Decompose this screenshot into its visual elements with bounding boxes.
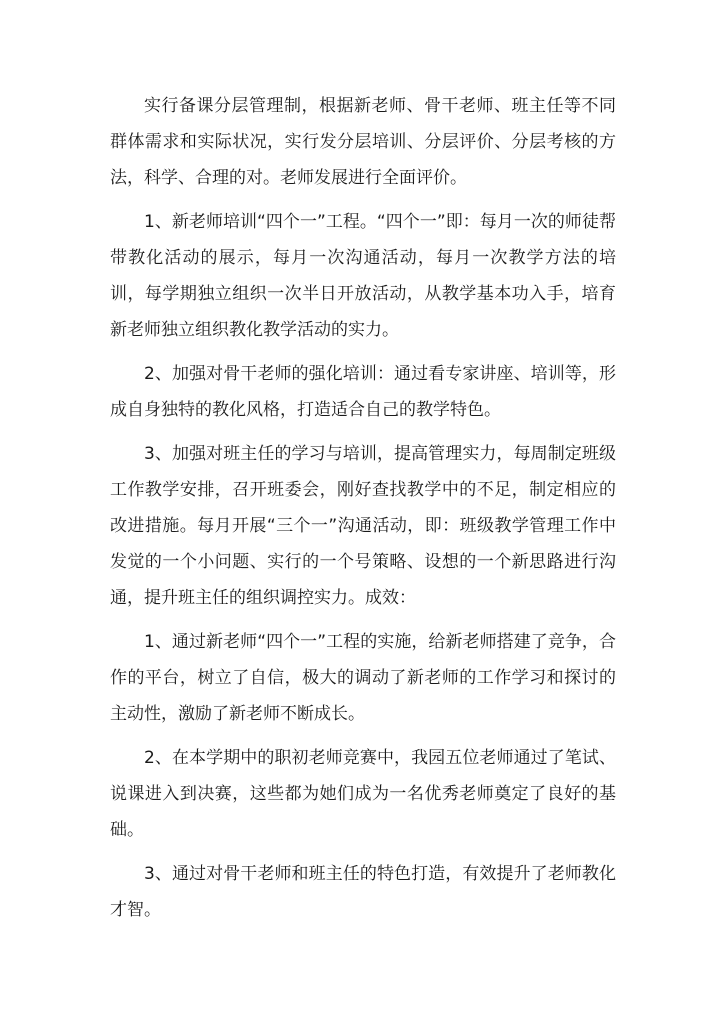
paragraph-result-2: 2、在本学期中的职初老师竞赛中，我园五位老师通过了笔试、说课进入到决赛，这些都为她们成为一名优秀老师奠定了良好的基础。 [110,748,616,840]
paragraph-result-1: 1、通过新老师“四个一”工程的实施，给新老师搭建了竞争，合作的平台，树立了自信，极大的调动了新老师的工作学习和探讨的主动性，激励了新老师不断成长。 [110,632,616,724]
paragraph-result-3: 3、通过对骨干老师和班主任的特色打造，有效提升了老师教化才智。 [110,864,616,920]
paragraph-backbone-teacher-training: 2、加强对骨干老师的强化培训：通过看专家讲座、培训等，形成自身独特的教化风格，打造适合自己的教学特色。 [110,364,616,420]
document-page [110,88,616,936]
paragraph-new-teacher-training: 1、新老师培训“四个一”工程。“四个一”即：每月一次的师徒帮带教化活动的展示，每月一次沟通活动，每月一次教学方法的培训，每学期独立组织一次半日开放活动，从教学基本功入手，培育新老师独立组织教化教学活动的实力。 [110,212,616,340]
paragraph-class-teacher-training: 3、加强对班主任的学习与培训，提高管理实力，每周制定班级工作教学安排，召开班委会，刚好查找教学中的不足，制定相应的改进措施。每月开展“三个一”沟通活动，即：班级教学管理工作中发觉的一个小问题、实行的一个号策略、设想的一个新思路进行沟通，提升班主任的组织调控实力。成效： [110,444,616,608]
paragraph-layered-management: 实行备课分层管理制，根据新老师、骨干老师、班主任等不同群体需求和实际状况，实行发分层培训、分层评价、分层考核的方法，科学、合理的对。老师发展进行全面评价。 [110,96,616,188]
